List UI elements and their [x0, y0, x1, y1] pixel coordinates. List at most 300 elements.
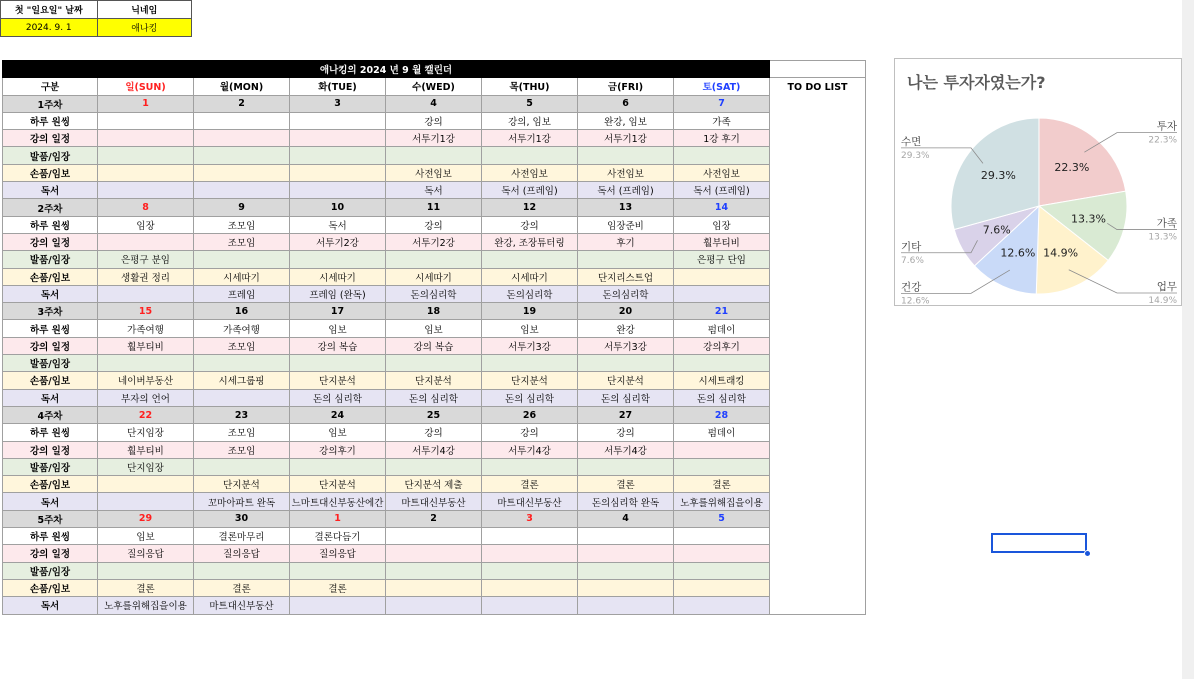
- activity-cell[interactable]: [386, 355, 482, 372]
- row-label: 손품/임보: [3, 372, 98, 389]
- activity-cell[interactable]: [386, 597, 482, 614]
- activity-cell[interactable]: [98, 562, 194, 579]
- activity-cell[interactable]: 강의 복습: [386, 337, 482, 354]
- date-cell[interactable]: 3: [290, 95, 386, 112]
- activity-cell[interactable]: 완강, 임보: [578, 112, 674, 129]
- first-sunday-cell[interactable]: 2024. 9. 1: [1, 19, 98, 37]
- activity-cell[interactable]: [194, 164, 290, 181]
- date-cell[interactable]: 27: [578, 406, 674, 423]
- activity-cell[interactable]: 결론다듬기: [290, 528, 386, 545]
- activity-cell[interactable]: 완강, 조장튜터링: [482, 233, 578, 250]
- activity-cell[interactable]: [290, 112, 386, 129]
- activity-row: [3, 147, 866, 164]
- activity-cell[interactable]: 단지분석: [194, 476, 290, 493]
- date-cell[interactable]: 28: [674, 406, 770, 423]
- week-row: [3, 303, 866, 320]
- activity-cell[interactable]: 강의: [578, 424, 674, 441]
- activity-cell[interactable]: [98, 233, 194, 250]
- activity-cell[interactable]: 서투기1강: [386, 130, 482, 147]
- activity-cell[interactable]: 시세따기: [290, 268, 386, 285]
- activity-cell[interactable]: [98, 147, 194, 164]
- nickname-header: 닉네임: [97, 1, 191, 19]
- activity-row: [3, 562, 866, 579]
- row-label: 하루 원씽: [3, 424, 98, 441]
- date-cell[interactable]: 11: [386, 199, 482, 216]
- activity-cell[interactable]: [98, 493, 194, 510]
- activity-cell[interactable]: 독서: [290, 216, 386, 233]
- activity-cell[interactable]: [578, 251, 674, 268]
- activity-cell[interactable]: 임보: [482, 320, 578, 337]
- date-cell[interactable]: 4: [386, 95, 482, 112]
- activity-cell[interactable]: [386, 545, 482, 562]
- day-header: 토(SAT): [674, 78, 770, 95]
- activity-cell[interactable]: 독서 (프레임): [674, 182, 770, 199]
- activity-cell[interactable]: 단지분석: [290, 372, 386, 389]
- activity-cell[interactable]: 펌데이: [674, 320, 770, 337]
- activity-cell[interactable]: 가족: [674, 112, 770, 129]
- activity-cell[interactable]: 임보: [290, 320, 386, 337]
- activity-cell[interactable]: [578, 458, 674, 475]
- activity-cell[interactable]: [194, 562, 290, 579]
- activity-cell[interactable]: 강의후기: [674, 337, 770, 354]
- activity-cell[interactable]: 프레임: [194, 285, 290, 302]
- activity-cell[interactable]: 조모임: [194, 233, 290, 250]
- activity-row: [3, 285, 866, 302]
- activity-cell[interactable]: 시세트래킹: [674, 372, 770, 389]
- activity-cell[interactable]: 단지임장: [98, 458, 194, 475]
- date-cell[interactable]: 2: [386, 510, 482, 527]
- activity-cell[interactable]: 임장준비: [578, 216, 674, 233]
- activity-cell[interactable]: 돈의 심리학: [386, 389, 482, 406]
- activity-cell[interactable]: [578, 545, 674, 562]
- activity-cell[interactable]: [290, 597, 386, 614]
- activity-cell[interactable]: [194, 458, 290, 475]
- activity-cell[interactable]: 결론마무리: [194, 528, 290, 545]
- activity-cell[interactable]: [194, 182, 290, 199]
- activity-cell[interactable]: 강의: [482, 424, 578, 441]
- activity-cell[interactable]: 질의응답: [194, 545, 290, 562]
- activity-cell[interactable]: 돈의심리학: [386, 285, 482, 302]
- callout-category-label: 업무: [1156, 280, 1177, 293]
- activity-cell[interactable]: [290, 147, 386, 164]
- activity-cell[interactable]: [482, 458, 578, 475]
- activity-cell[interactable]: [290, 164, 386, 181]
- activity-cell[interactable]: [674, 355, 770, 372]
- date-cell[interactable]: 14: [674, 199, 770, 216]
- date-cell[interactable]: 7: [674, 95, 770, 112]
- activity-cell[interactable]: [290, 130, 386, 147]
- row-label: 하루 원씽: [3, 112, 98, 129]
- activity-cell[interactable]: 서투기2강: [386, 233, 482, 250]
- activity-cell[interactable]: [674, 458, 770, 475]
- pie-chart[interactable]: [894, 58, 1182, 306]
- activity-cell[interactable]: 질의응답: [98, 545, 194, 562]
- row-label: 하루 원씽: [3, 320, 98, 337]
- activity-cell[interactable]: 강의후기: [290, 441, 386, 458]
- activity-cell[interactable]: [98, 476, 194, 493]
- activity-cell[interactable]: [482, 355, 578, 372]
- date-cell[interactable]: 1: [98, 95, 194, 112]
- activity-cell[interactable]: 독서 (프레임): [482, 182, 578, 199]
- row-label: 발품/임장: [3, 562, 98, 579]
- activity-cell[interactable]: [482, 251, 578, 268]
- selected-cell[interactable]: [991, 533, 1087, 553]
- activity-cell[interactable]: [290, 458, 386, 475]
- day-header-row: [3, 78, 866, 95]
- date-cell[interactable]: 23: [194, 406, 290, 423]
- activity-cell[interactable]: 시세따기: [482, 268, 578, 285]
- activity-cell[interactable]: 서투기4강: [386, 441, 482, 458]
- activity-cell[interactable]: 강의 복습: [290, 337, 386, 354]
- activity-cell[interactable]: [578, 597, 674, 614]
- activity-cell[interactable]: 단지분석: [386, 372, 482, 389]
- activity-row: [3, 476, 866, 493]
- date-cell[interactable]: 6: [578, 95, 674, 112]
- activity-cell[interactable]: 네이버부동산: [98, 372, 194, 389]
- activity-cell[interactable]: 단지임장: [98, 424, 194, 441]
- activity-cell[interactable]: [578, 355, 674, 372]
- activity-cell[interactable]: 은평구 분임: [98, 251, 194, 268]
- week-label: 4주차: [3, 406, 98, 423]
- activity-cell[interactable]: [98, 130, 194, 147]
- activity-cell[interactable]: 가족여행: [98, 320, 194, 337]
- activity-cell[interactable]: 단지분석: [290, 476, 386, 493]
- activity-cell[interactable]: 조모임: [194, 337, 290, 354]
- activity-row: [3, 182, 866, 199]
- activity-cell[interactable]: [674, 285, 770, 302]
- activity-cell[interactable]: 임보: [290, 424, 386, 441]
- activity-row: [3, 579, 866, 596]
- row-label: 발품/임장: [3, 147, 98, 164]
- date-cell[interactable]: 26: [482, 406, 578, 423]
- activity-cell[interactable]: [290, 562, 386, 579]
- activity-cell[interactable]: [482, 597, 578, 614]
- activity-cell[interactable]: [386, 579, 482, 596]
- activity-cell[interactable]: 노후를위해집을이용: [674, 493, 770, 510]
- row-label: 독서: [3, 182, 98, 199]
- activity-cell[interactable]: 서투기4강: [578, 441, 674, 458]
- activity-row: [3, 372, 866, 389]
- slice-percent-label: 14.9%: [1043, 246, 1079, 260]
- activity-cell[interactable]: 훨부티비: [98, 337, 194, 354]
- activity-row: [3, 545, 866, 562]
- activity-cell[interactable]: 강의: [386, 216, 482, 233]
- callout-category-label: 가족: [1156, 217, 1177, 230]
- activity-row: [3, 389, 866, 406]
- slice-percent-label: 13.3%: [1070, 212, 1106, 226]
- activity-cell[interactable]: 조모임: [194, 424, 290, 441]
- activity-cell[interactable]: [578, 562, 674, 579]
- activity-cell[interactable]: 단지분석: [578, 372, 674, 389]
- date-cell[interactable]: 17: [290, 303, 386, 320]
- activity-row: [3, 355, 866, 372]
- activity-cell[interactable]: [578, 147, 674, 164]
- activity-cell[interactable]: 강의, 임보: [482, 112, 578, 129]
- activity-cell[interactable]: 마트대신부동산: [482, 493, 578, 510]
- activity-row: [3, 337, 866, 354]
- activity-cell[interactable]: 결론: [290, 579, 386, 596]
- activity-row: [3, 597, 866, 614]
- row-label: 독서: [3, 389, 98, 406]
- activity-cell[interactable]: [194, 355, 290, 372]
- activity-row: [3, 130, 866, 147]
- activity-cell[interactable]: [98, 285, 194, 302]
- callout-percent-label: 13.3%: [1148, 232, 1177, 243]
- slice-percent-label: 29.3%: [980, 169, 1016, 183]
- row-label: 손품/임보: [3, 164, 98, 181]
- activity-row: [3, 251, 866, 268]
- activity-cell[interactable]: 사전임보: [482, 164, 578, 181]
- activity-cell[interactable]: 강의: [386, 112, 482, 129]
- nickname-cell[interactable]: 애나킹: [97, 19, 191, 37]
- activity-cell[interactable]: [674, 268, 770, 285]
- date-cell[interactable]: 20: [578, 303, 674, 320]
- row-label: 발품/임장: [3, 251, 98, 268]
- activity-cell[interactable]: [98, 182, 194, 199]
- date-cell[interactable]: 4: [578, 510, 674, 527]
- activity-cell[interactable]: 결론: [482, 476, 578, 493]
- activity-cell[interactable]: 서투기1강: [482, 130, 578, 147]
- activity-cell[interactable]: 결론: [578, 476, 674, 493]
- date-cell[interactable]: 30: [194, 510, 290, 527]
- activity-cell[interactable]: [386, 147, 482, 164]
- activity-cell[interactable]: 사전임보: [386, 164, 482, 181]
- activity-cell[interactable]: [674, 545, 770, 562]
- activity-cell[interactable]: [386, 458, 482, 475]
- date-cell[interactable]: 22: [98, 406, 194, 423]
- activity-cell[interactable]: 마트대신부동산: [386, 493, 482, 510]
- activity-cell[interactable]: [482, 579, 578, 596]
- date-cell[interactable]: 18: [386, 303, 482, 320]
- callout-percent-label: 22.3%: [1148, 135, 1177, 146]
- activity-cell[interactable]: [98, 112, 194, 129]
- row-label: 강의 일정: [3, 233, 98, 250]
- day-header: 금(FRI): [578, 78, 674, 95]
- week-label: 1주차: [3, 95, 98, 112]
- activity-cell[interactable]: 돈의심리학: [578, 285, 674, 302]
- activity-cell[interactable]: [194, 389, 290, 406]
- activity-cell[interactable]: 가족여행: [194, 320, 290, 337]
- row-label: 독서: [3, 493, 98, 510]
- activity-cell[interactable]: 부자의 언어: [98, 389, 194, 406]
- activity-cell[interactable]: 돈의 심리학: [290, 389, 386, 406]
- date-cell[interactable]: 21: [674, 303, 770, 320]
- callout-category-label: 수면: [901, 135, 922, 148]
- activity-cell[interactable]: 펌데이: [674, 424, 770, 441]
- callout-percent-label: 7.6%: [901, 255, 924, 266]
- date-cell[interactable]: 13: [578, 199, 674, 216]
- activity-cell[interactable]: [674, 579, 770, 596]
- first-sunday-header: 첫 "일요일" 날짜: [1, 1, 98, 19]
- activity-cell[interactable]: 임장: [674, 216, 770, 233]
- activity-cell[interactable]: 강의: [482, 216, 578, 233]
- activity-cell[interactable]: 서투기3강: [482, 337, 578, 354]
- activity-cell[interactable]: [194, 147, 290, 164]
- activity-cell[interactable]: [482, 562, 578, 579]
- slice-percent-label: 12.6%: [1000, 246, 1036, 260]
- activity-cell[interactable]: [194, 112, 290, 129]
- activity-row: [3, 528, 866, 545]
- activity-cell[interactable]: [674, 562, 770, 579]
- activity-row: [3, 268, 866, 285]
- activity-cell[interactable]: 질의응답: [290, 545, 386, 562]
- activity-cell[interactable]: 독서 (프레임): [578, 182, 674, 199]
- callout-category-label: 건강: [901, 281, 922, 294]
- chart-title: 나는 투자자였는가?: [907, 73, 1046, 92]
- activity-cell[interactable]: 돈의심리학: [482, 285, 578, 302]
- activity-cell[interactable]: 조모임: [194, 441, 290, 458]
- calendar-table: [2, 60, 866, 615]
- activity-cell[interactable]: 훨부티비: [674, 233, 770, 250]
- activity-cell[interactable]: [674, 597, 770, 614]
- activity-row: [3, 441, 866, 458]
- activity-cell[interactable]: 돈의 심리학: [674, 389, 770, 406]
- activity-cell[interactable]: 시세따기: [386, 268, 482, 285]
- activity-cell[interactable]: 꼬마아파트 완독: [194, 493, 290, 510]
- category-header: 구분: [3, 78, 98, 95]
- row-label: 발품/임장: [3, 355, 98, 372]
- activity-row: [3, 112, 866, 129]
- activity-cell[interactable]: [578, 528, 674, 545]
- date-cell[interactable]: 15: [98, 303, 194, 320]
- date-cell[interactable]: 24: [290, 406, 386, 423]
- callout-category-label: 기타: [901, 240, 922, 253]
- row-label: 발품/임장: [3, 458, 98, 475]
- activity-cell[interactable]: 독서: [386, 182, 482, 199]
- activity-cell[interactable]: 결론: [98, 579, 194, 596]
- activity-cell[interactable]: [674, 147, 770, 164]
- activity-cell[interactable]: [386, 562, 482, 579]
- activity-cell[interactable]: 임장: [98, 216, 194, 233]
- activity-cell[interactable]: 시세따기: [194, 268, 290, 285]
- activity-cell[interactable]: [194, 251, 290, 268]
- date-cell[interactable]: 9: [194, 199, 290, 216]
- activity-cell[interactable]: 조모임: [194, 216, 290, 233]
- pie-chart-svg: [895, 59, 1183, 307]
- activity-cell[interactable]: [482, 147, 578, 164]
- date-cell[interactable]: 10: [290, 199, 386, 216]
- activity-cell[interactable]: 프레임 (완독): [290, 285, 386, 302]
- activity-row: [3, 216, 866, 233]
- activity-cell[interactable]: 사전임보: [674, 164, 770, 181]
- activity-cell[interactable]: 마트대신부동산: [194, 597, 290, 614]
- activity-row: [3, 320, 866, 337]
- callout-percent-label: 12.6%: [901, 296, 930, 307]
- activity-cell[interactable]: [482, 528, 578, 545]
- day-header: 일(SUN): [98, 78, 194, 95]
- row-label: 손품/임보: [3, 268, 98, 285]
- activity-cell[interactable]: 단지분석 제출: [386, 476, 482, 493]
- callout-percent-label: 29.3%: [901, 150, 930, 161]
- activity-cell[interactable]: 서투기3강: [578, 337, 674, 354]
- todo-list-cell[interactable]: [770, 61, 866, 78]
- slice-percent-label: 7.6%: [982, 223, 1011, 237]
- date-cell[interactable]: 8: [98, 199, 194, 216]
- activity-cell[interactable]: 단지리스트업: [578, 268, 674, 285]
- activity-cell[interactable]: [290, 182, 386, 199]
- activity-cell[interactable]: 임보: [386, 320, 482, 337]
- activity-cell[interactable]: 강의: [386, 424, 482, 441]
- activity-cell[interactable]: 느마트대신부동산에간: [290, 493, 386, 510]
- info-table: [0, 0, 192, 37]
- activity-cell[interactable]: 서투기4강: [482, 441, 578, 458]
- date-cell[interactable]: 29: [98, 510, 194, 527]
- activity-cell[interactable]: [98, 164, 194, 181]
- activity-cell[interactable]: 결론: [194, 579, 290, 596]
- row-label: 손품/임보: [3, 579, 98, 596]
- activity-cell[interactable]: 돈의심리학 완독: [578, 493, 674, 510]
- activity-cell[interactable]: [98, 355, 194, 372]
- date-cell[interactable]: 25: [386, 406, 482, 423]
- day-header: 월(MON): [194, 78, 290, 95]
- week-row: [3, 199, 866, 216]
- activity-cell[interactable]: [386, 528, 482, 545]
- date-cell[interactable]: 2: [194, 95, 290, 112]
- callout-percent-label: 14.9%: [1148, 295, 1177, 306]
- activity-cell[interactable]: 은평구 단임: [674, 251, 770, 268]
- date-cell[interactable]: 5: [482, 95, 578, 112]
- activity-cell[interactable]: [290, 251, 386, 268]
- activity-cell[interactable]: 노후를위해집을이용: [98, 597, 194, 614]
- slice-percent-label: 22.3%: [1054, 160, 1090, 174]
- activity-cell[interactable]: [290, 355, 386, 372]
- activity-cell[interactable]: 결론: [674, 476, 770, 493]
- activity-cell[interactable]: [578, 579, 674, 596]
- activity-cell[interactable]: [386, 251, 482, 268]
- row-label: 독서: [3, 597, 98, 614]
- activity-cell[interactable]: 돈의 심리학: [482, 389, 578, 406]
- activity-cell[interactable]: 훨부티비: [98, 441, 194, 458]
- week-row: [3, 95, 866, 112]
- activity-cell[interactable]: [674, 441, 770, 458]
- row-label: 강의 일정: [3, 130, 98, 147]
- date-cell[interactable]: 16: [194, 303, 290, 320]
- todo-list-header: TO DO LIST: [770, 78, 866, 614]
- activity-cell[interactable]: 생활권 정리: [98, 268, 194, 285]
- activity-cell[interactable]: 완강: [578, 320, 674, 337]
- week-row: [3, 510, 866, 527]
- row-label: 강의 일정: [3, 441, 98, 458]
- activity-row: [3, 233, 866, 250]
- activity-cell[interactable]: 임보: [98, 528, 194, 545]
- activity-cell[interactable]: 서투기2강: [290, 233, 386, 250]
- vertical-scrollbar[interactable]: [1182, 0, 1194, 679]
- row-label: 강의 일정: [3, 545, 98, 562]
- week-label: 3주차: [3, 303, 98, 320]
- activity-cell[interactable]: 단지분석: [482, 372, 578, 389]
- fill-handle[interactable]: [1084, 550, 1091, 557]
- activity-cell[interactable]: 시세그룹핑: [194, 372, 290, 389]
- calendar-title: 애나킹의 2024 년 9 월 캘린더: [3, 61, 770, 78]
- date-cell[interactable]: 3: [482, 510, 578, 527]
- date-cell[interactable]: 19: [482, 303, 578, 320]
- activity-cell[interactable]: [482, 545, 578, 562]
- day-header: 화(TUE): [290, 78, 386, 95]
- week-label: 2주차: [3, 199, 98, 216]
- date-cell[interactable]: 5: [674, 510, 770, 527]
- activity-cell[interactable]: 후기: [578, 233, 674, 250]
- callout-category-label: 투자: [1156, 120, 1177, 133]
- activity-cell[interactable]: [674, 528, 770, 545]
- date-cell[interactable]: 12: [482, 199, 578, 216]
- date-cell[interactable]: 1: [290, 510, 386, 527]
- activity-cell[interactable]: 사전임보: [578, 164, 674, 181]
- activity-cell[interactable]: [194, 130, 290, 147]
- activity-cell[interactable]: 서투기1강: [578, 130, 674, 147]
- day-header: 수(WED): [386, 78, 482, 95]
- activity-cell[interactable]: 1강 후기: [674, 130, 770, 147]
- activity-cell[interactable]: 돈의 심리학: [578, 389, 674, 406]
